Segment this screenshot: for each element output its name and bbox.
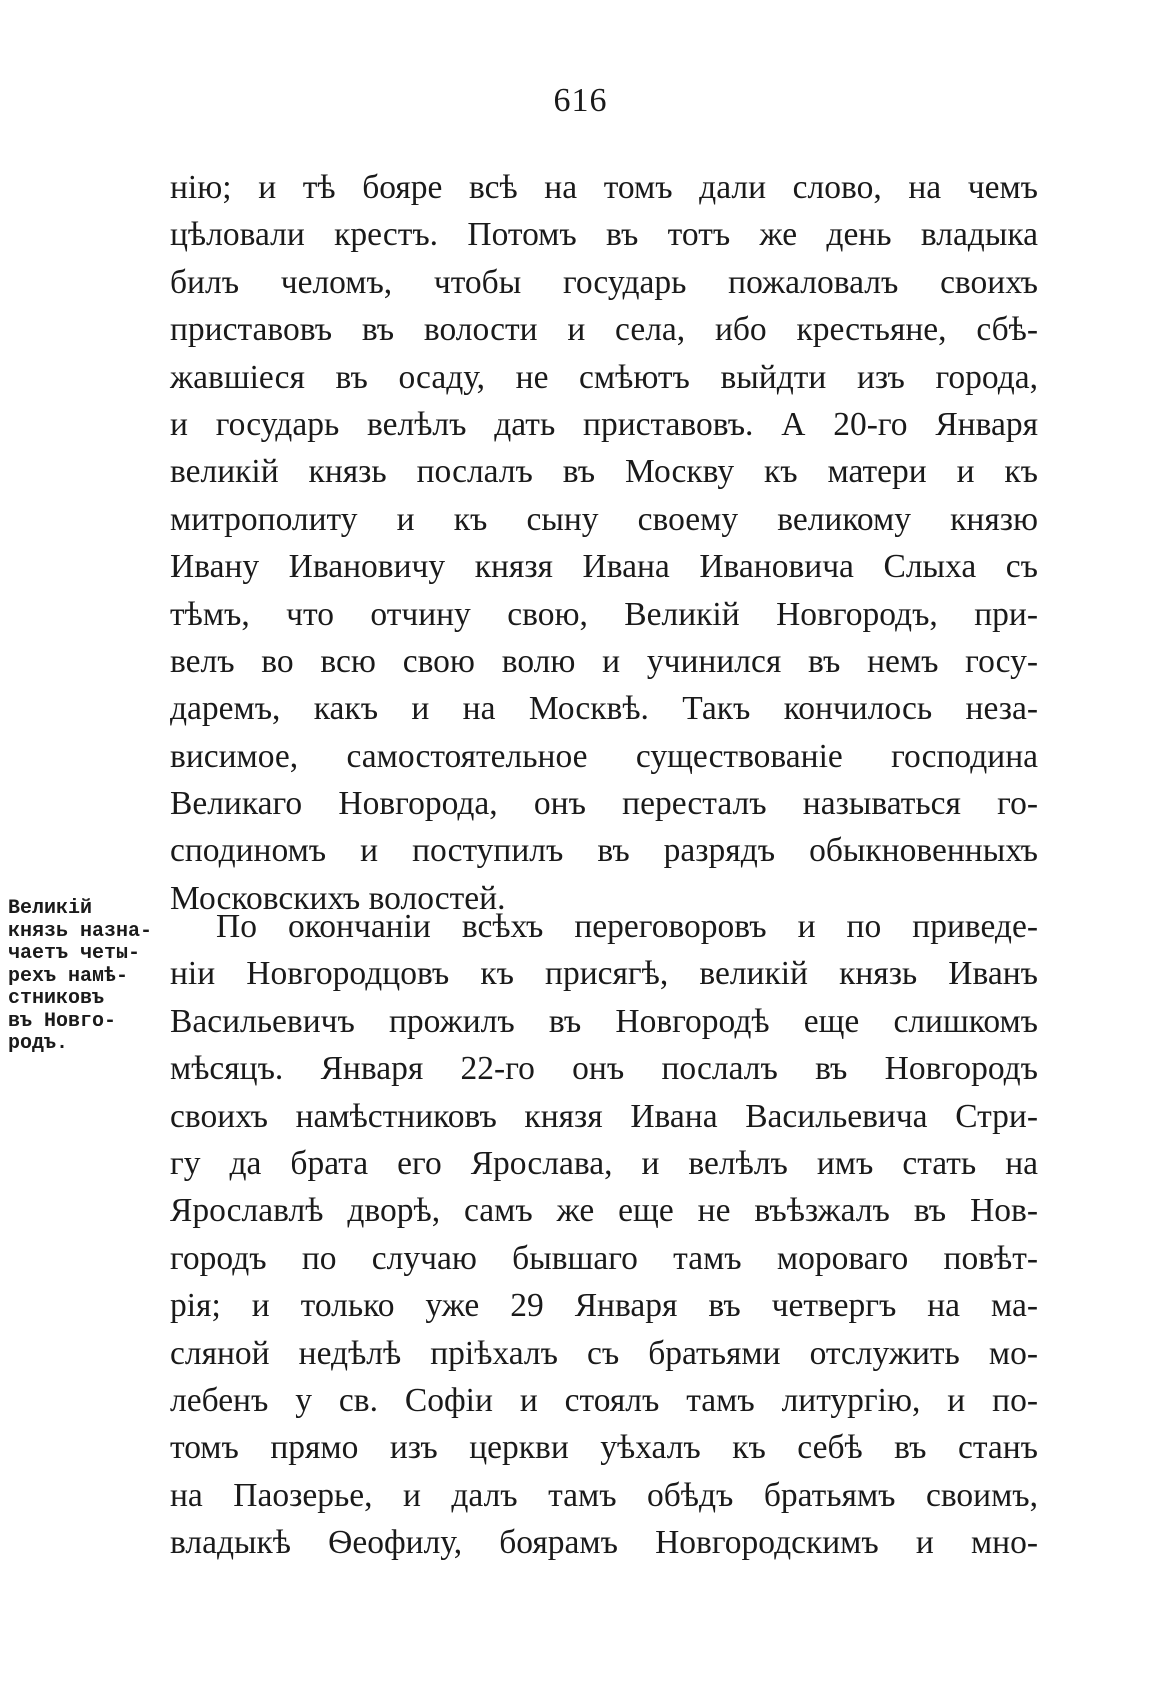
text-line: жавшіеся въ осаду, не смѣютъ выйдти изъ города, [170,358,1038,396]
text-line: сляной недѣлѣ пріѣхалъ съ братьями отслужить мо- [170,1334,1038,1372]
text-line: митрополиту и къ сыну своему великому князю [170,500,1038,538]
text-line: приставовъ въ волости и села, ибо крестьяне, сбѣ- [170,311,1038,349]
text-line: своихъ намѣстниковъ князя Ивана Васильевича Стри- [170,1097,1038,1135]
text-line: Ивану Ивановичу князя Ивана Ивановича Слыха съ [170,548,1038,586]
text-line: ніи Новгородцовъ къ присягѣ, великій князь Иванъ [170,955,1038,993]
margin-note-line: князь назна- [8,919,153,943]
text-line: даремъ, какъ и на Москвѣ. Такъ кончилось неза- [170,690,1038,728]
text-line: и государь велѣлъ дать приставовъ. А 20-го Января [170,405,1038,443]
text-line: гу да брата его Ярослава, и велѣлъ имъ стать на [170,1144,1038,1182]
margin-note-line: чаетъ четы- [8,942,141,965]
paragraph-2 [170,903,1038,1566]
text-line: цѣловали крестъ. Потомъ въ тотъ же день владыка [170,216,1038,254]
text-line: городъ по случаю бывшаго тамъ мороваго повѣт- [170,1239,1038,1277]
text-line: По окончаніи всѣхъ переговоровъ и по приведе- [216,908,1038,945]
text-line: рія; и только уже 29 Января въ четвергъ на ма- [170,1287,1038,1325]
text-line: великій князь послалъ въ Москву къ матери и къ [170,453,1038,491]
text-line: Васильевичъ прожилъ въ Новгородѣ еще слишкомъ [170,1002,1038,1040]
text-line: сподиномъ и поступилъ въ разрядъ обыкновенныхъ [170,832,1038,870]
text-line: тѣмъ, что отчину свою, Великій Новгородъ, при- [170,595,1038,633]
text-line: владыкѣ Ѳеофилу, боярамъ Новгородскимъ и мно- [170,1524,1038,1562]
text-line: Московскихъ волостей. [170,879,506,917]
text-line: на Паозерье, и далъ тамъ обѣдъ братьямъ своимъ, [170,1476,1038,1514]
text-line: томъ прямо изъ церкви уѣхалъ къ себѣ въ станъ [170,1429,1038,1467]
text-line: висимое, самостоятельное существованіе господина [170,737,1038,775]
margin-note-line: стниковъ [8,987,105,1010]
text-line: Великаго Новгорода, онъ пересталъ называться го- [170,785,1038,823]
margin-note-line: рехъ намѣ- [8,964,129,988]
text-line: велъ во всю свою волю и учинился въ немъ госу- [170,642,1038,680]
text-line: лебенъ у св. Софіи и стоялъ тамъ литургію, и по- [170,1381,1038,1419]
paragraph-1 [170,164,1038,922]
margin-note-line: родъ. [8,1032,69,1055]
text-line: билъ челомъ, чтобы государь пожаловалъ своихъ [170,263,1038,301]
text-line: Ярославлѣ дворѣ, самъ же еще не въѣзжалъ въ Нов- [170,1192,1038,1230]
margin-note-line: Великій [8,897,93,920]
text-line: нію; и тѣ бояре всѣ на томъ дали слово, на чемъ [170,169,1038,206]
text-line: мѣсяцъ. Января 22-го онъ послалъ въ Новгородъ [170,1050,1038,1088]
page-number: 616 [553,82,608,119]
margin-note [8,898,166,1056]
margin-note-line: въ Новго- [8,1009,117,1033]
